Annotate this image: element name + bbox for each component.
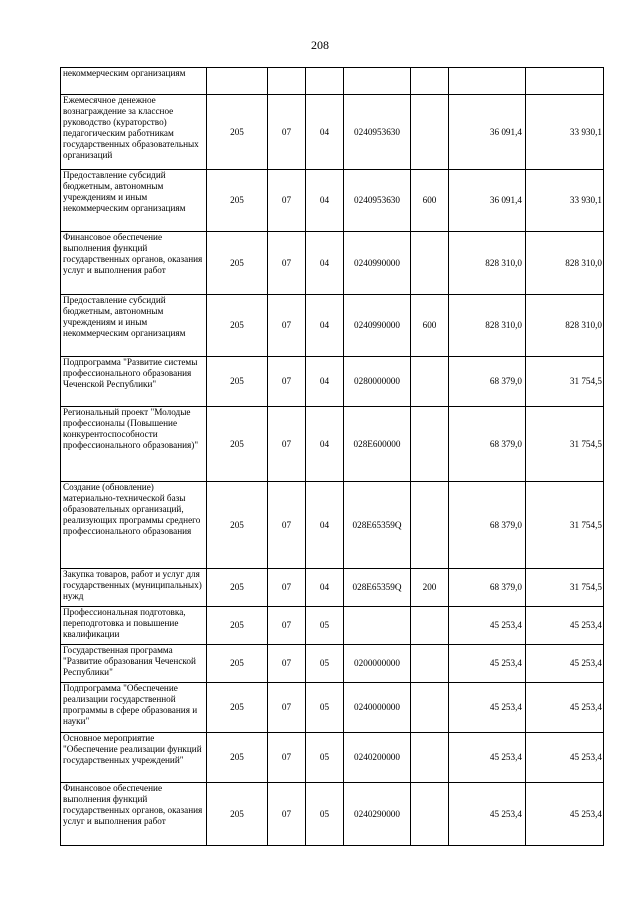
row-name-cell: некоммерческим организациям — [61, 68, 207, 95]
grbs-code-cell: 205 — [207, 295, 268, 357]
row-name-cell: Основное мероприятие "Обеспечение реализации функций государственных учреждений" — [61, 733, 207, 783]
target-article-cell: 0240200000 — [344, 733, 411, 783]
amount-year-2-cell: 45 253,4 — [526, 683, 604, 733]
subsection-code-cell: 04 — [306, 357, 344, 407]
grbs-code-cell: 205 — [207, 95, 268, 170]
row-name-cell: Финансовое обеспечение выполнения функций государственных органов, оказания услуг и выполнения работ — [61, 232, 207, 295]
grbs-code-cell: 205 — [207, 170, 268, 232]
subsection-code-cell: 05 — [306, 683, 344, 733]
expense-type-cell — [411, 783, 449, 846]
target-article-cell: 0240290000 — [344, 783, 411, 846]
grbs-code-cell: 205 — [207, 482, 268, 569]
amount-year-1-cell: 45 253,4 — [449, 607, 526, 645]
expense-type-cell — [411, 482, 449, 569]
amount-year-1-cell: 68 379,0 — [449, 357, 526, 407]
section-code-cell: 07 — [268, 95, 306, 170]
section-code-cell: 07 — [268, 232, 306, 295]
grbs-code-cell: 205 — [207, 733, 268, 783]
subsection-code-cell: 04 — [306, 569, 344, 607]
table-row — [61, 607, 604, 645]
expense-type-cell — [411, 733, 449, 783]
table-row — [61, 407, 604, 482]
subsection-code-cell: 04 — [306, 232, 344, 295]
grbs-code-cell: 205 — [207, 232, 268, 295]
target-article-cell: 0200000000 — [344, 645, 411, 683]
row-name-cell: Региональный проект "Молодые профессионалы (Повышение конкурентоспособности профессионального образования)" — [61, 407, 207, 482]
amount-year-2-cell: 31 754,5 — [526, 569, 604, 607]
amount-year-2-cell: 45 253,4 — [526, 645, 604, 683]
amount-year-1-cell: 68 379,0 — [449, 407, 526, 482]
grbs-code-cell: 205 — [207, 407, 268, 482]
grbs-code-cell: 205 — [207, 645, 268, 683]
expense-type-cell — [411, 68, 449, 95]
table-row — [61, 683, 604, 733]
table-row — [61, 295, 604, 357]
table-row — [61, 95, 604, 170]
amount-year-2-cell: 828 310,0 — [526, 295, 604, 357]
target-article-cell: 0240953630 — [344, 170, 411, 232]
expense-type-cell — [411, 407, 449, 482]
section-code-cell: 07 — [268, 170, 306, 232]
expense-type-cell: 600 — [411, 170, 449, 232]
budget-table — [60, 67, 604, 846]
table-row — [61, 645, 604, 683]
amount-year-2-cell: 31 754,5 — [526, 357, 604, 407]
table-row — [61, 232, 604, 295]
amount-year-2-cell: 45 253,4 — [526, 783, 604, 846]
row-name-cell: Ежемесячное денежное вознаграждение за классное руководство (кураторство) педагогическим работникам государственных образовательных организаций — [61, 95, 207, 170]
expense-type-cell — [411, 357, 449, 407]
amount-year-1-cell: 45 253,4 — [449, 733, 526, 783]
amount-year-2-cell: 33 930,1 — [526, 170, 604, 232]
subsection-code-cell: 05 — [306, 733, 344, 783]
section-code-cell: 07 — [268, 569, 306, 607]
row-name-cell: Подпрограмма "Развитие системы профессионального образования Чеченской Республики" — [61, 357, 207, 407]
amount-year-2-cell — [526, 68, 604, 95]
subsection-code-cell: 04 — [306, 295, 344, 357]
amount-year-1-cell: 36 091,4 — [449, 170, 526, 232]
target-article-cell — [344, 68, 411, 95]
row-name-cell: Создание (обновление) материально-технической базы образовательных организаций, реализующих программы среднего профессионального образования — [61, 482, 207, 569]
table-row — [61, 783, 604, 846]
target-article-cell: 0240000000 — [344, 683, 411, 733]
row-name-cell: Закупка товаров, работ и услуг для государственных (муниципальных) нужд — [61, 569, 207, 607]
subsection-code-cell: 05 — [306, 645, 344, 683]
amount-year-2-cell: 828 310,0 — [526, 232, 604, 295]
table-body — [61, 68, 604, 846]
row-name-cell: Предоставление субсидий бюджетным, автономным учреждениям и иным некоммерческим организациям — [61, 170, 207, 232]
amount-year-2-cell: 31 754,5 — [526, 407, 604, 482]
section-code-cell: 07 — [268, 295, 306, 357]
amount-year-2-cell: 45 253,4 — [526, 607, 604, 645]
target-article-cell: 028E65359Q — [344, 482, 411, 569]
section-code-cell: 07 — [268, 357, 306, 407]
table-row — [61, 569, 604, 607]
amount-year-1-cell: 45 253,4 — [449, 645, 526, 683]
grbs-code-cell: 205 — [207, 607, 268, 645]
row-name-cell: Финансовое обеспечение выполнения функций государственных органов, оказания услуг и выполнения работ — [61, 783, 207, 846]
expense-type-cell: 200 — [411, 569, 449, 607]
subsection-code-cell: 05 — [306, 783, 344, 846]
expense-type-cell — [411, 645, 449, 683]
target-article-cell: 0240990000 — [344, 232, 411, 295]
grbs-code-cell: 205 — [207, 569, 268, 607]
grbs-code-cell — [207, 68, 268, 95]
grbs-code-cell: 205 — [207, 783, 268, 846]
section-code-cell: 07 — [268, 645, 306, 683]
amount-year-1-cell — [449, 68, 526, 95]
subsection-code-cell: 04 — [306, 482, 344, 569]
subsection-code-cell — [306, 68, 344, 95]
table-row — [61, 357, 604, 407]
target-article-cell: 0240990000 — [344, 295, 411, 357]
target-article-cell: 0240953630 — [344, 95, 411, 170]
target-article-cell: 028E600000 — [344, 407, 411, 482]
subsection-code-cell: 05 — [306, 607, 344, 645]
table-row — [61, 170, 604, 232]
section-code-cell: 07 — [268, 482, 306, 569]
page-number: 208 — [311, 38, 329, 52]
amount-year-1-cell: 45 253,4 — [449, 683, 526, 733]
amount-year-1-cell: 68 379,0 — [449, 569, 526, 607]
expense-type-cell — [411, 607, 449, 645]
amount-year-1-cell: 36 091,4 — [449, 95, 526, 170]
expense-type-cell — [411, 683, 449, 733]
table-row — [61, 733, 604, 783]
expense-type-cell: 600 — [411, 295, 449, 357]
row-name-cell: Государственная программа "Развитие образования Чеченской Республики" — [61, 645, 207, 683]
grbs-code-cell: 205 — [207, 357, 268, 407]
target-article-cell — [344, 607, 411, 645]
target-article-cell: 0280000000 — [344, 357, 411, 407]
amount-year-2-cell: 45 253,4 — [526, 733, 604, 783]
section-code-cell — [268, 68, 306, 95]
target-article-cell: 028E65359Q — [344, 569, 411, 607]
section-code-cell: 07 — [268, 407, 306, 482]
amount-year-1-cell: 828 310,0 — [449, 232, 526, 295]
table-row — [61, 482, 604, 569]
row-name-cell: Предоставление субсидий бюджетным, автономным учреждениям и иным некоммерческим организациям — [61, 295, 207, 357]
subsection-code-cell: 04 — [306, 170, 344, 232]
grbs-code-cell: 205 — [207, 683, 268, 733]
section-code-cell: 07 — [268, 733, 306, 783]
row-name-cell: Профессиональная подготовка, переподготовка и повышение квалификации — [61, 607, 207, 645]
section-code-cell: 07 — [268, 607, 306, 645]
subsection-code-cell: 04 — [306, 95, 344, 170]
amount-year-1-cell: 45 253,4 — [449, 783, 526, 846]
section-code-cell: 07 — [268, 683, 306, 733]
amount-year-2-cell: 33 930,1 — [526, 95, 604, 170]
expense-type-cell — [411, 232, 449, 295]
row-name-cell: Подпрограмма "Обеспечение реализации государственной программы в сфере образования и науки" — [61, 683, 207, 733]
expense-type-cell — [411, 95, 449, 170]
section-code-cell: 07 — [268, 783, 306, 846]
amount-year-1-cell: 828 310,0 — [449, 295, 526, 357]
amount-year-2-cell: 31 754,5 — [526, 482, 604, 569]
amount-year-1-cell: 68 379,0 — [449, 482, 526, 569]
subsection-code-cell: 04 — [306, 407, 344, 482]
table-row — [61, 68, 604, 95]
